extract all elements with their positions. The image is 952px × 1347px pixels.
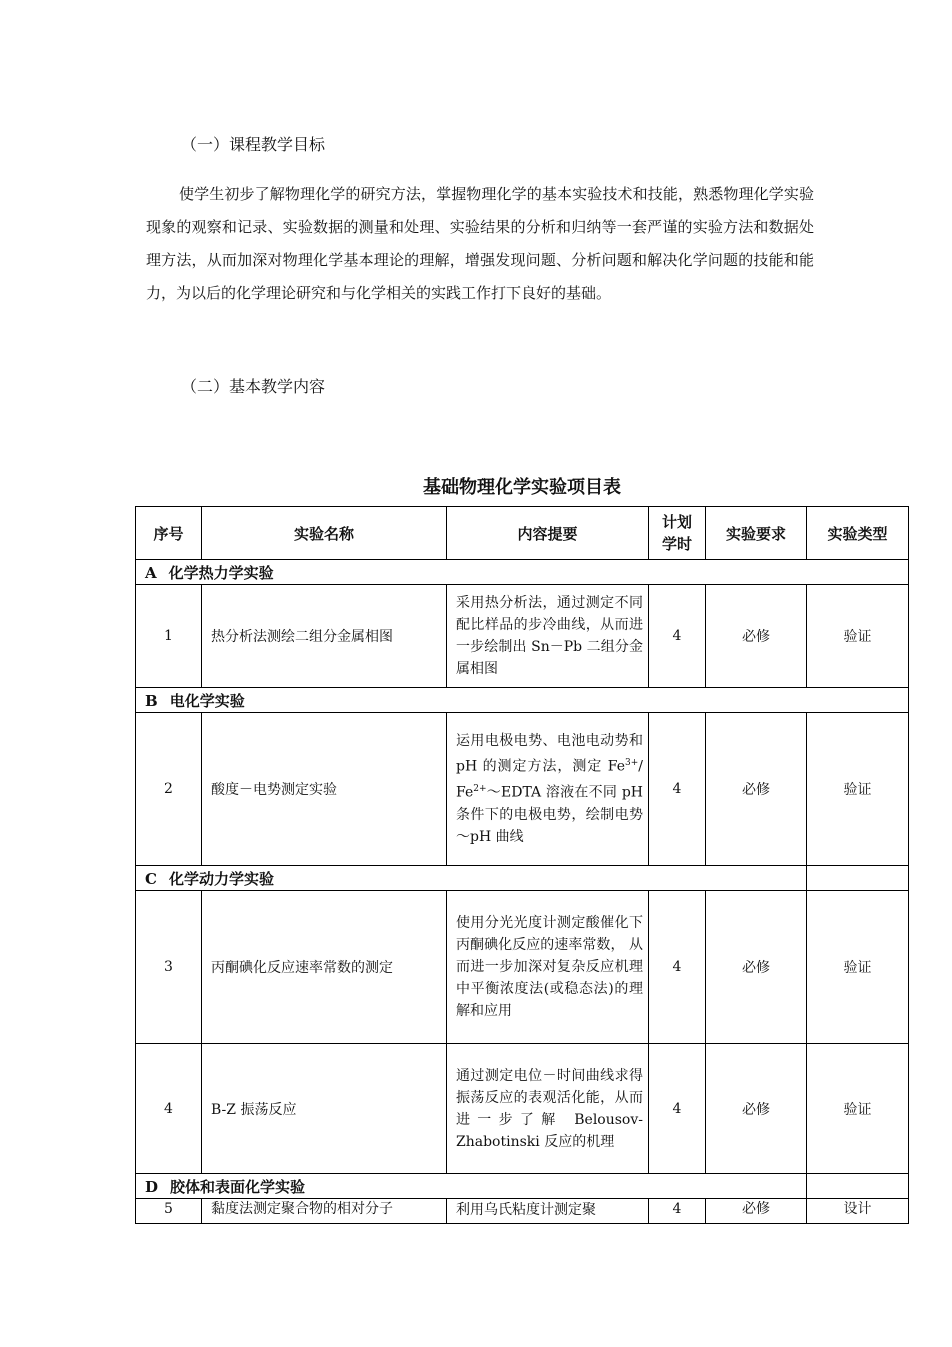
group-letter: B	[145, 691, 158, 710]
cell-summary: 利用乌氏粘度计测定聚	[447, 1199, 649, 1224]
group-cell	[136, 1174, 807, 1199]
cell-requirement: 必修	[706, 585, 807, 688]
cell-type: 验证	[807, 891, 909, 1044]
group-label: 化学动力学实验	[168, 869, 274, 888]
cell-summary	[447, 713, 649, 866]
header-hours-line1: 计划	[661, 513, 692, 531]
header-hours-line2: 学时	[661, 535, 692, 553]
header-type: 实验类型	[807, 507, 909, 560]
group-letter: C	[145, 869, 157, 888]
empty-cell	[807, 1174, 909, 1199]
table-title: 基础物理化学实验项目表	[423, 477, 621, 498]
cell-name: 丙酮碘化反应速率常数的测定	[202, 891, 447, 1044]
cell-requirement: 必修	[706, 891, 807, 1044]
cell-name: 热分析法测绘二组分金属相图	[202, 585, 447, 688]
header-summary: 内容提要	[447, 507, 649, 560]
cell-no: 4	[136, 1044, 202, 1174]
group-cell	[136, 866, 807, 891]
header-no: 序号	[136, 507, 202, 560]
cell-name: B-Z 振荡反应	[202, 1044, 447, 1174]
cell-hours: 4	[649, 1199, 706, 1224]
section-heading-objectives: （一）课程教学目标	[181, 135, 326, 154]
cell-summary: 通过测定电位－时间曲线求得振荡反应的表观活化能，从而进一步了解 Belousov-Zhabotinski 反应的机理	[447, 1044, 649, 1174]
cell-no: 2	[136, 713, 202, 866]
cell-type: 验证	[807, 585, 909, 688]
group-label: 电化学实验	[169, 691, 245, 710]
cell-summary: 使用分光光度计测定酸催化下丙酮碘化反应的速率常数， 从而进一步加深对复杂反应机理中平衡浓度法(或稳态法)的理解和应用	[447, 891, 649, 1044]
group-label: 胶体和表面化学实验	[170, 1177, 306, 1196]
header-hours	[649, 507, 706, 560]
empty-cell	[807, 866, 909, 891]
cell-name: 黏度法测定聚合物的相对分子	[202, 1199, 447, 1224]
cell-requirement: 必修	[706, 1044, 807, 1174]
group-letter: D	[145, 1177, 159, 1196]
cell-type: 验证	[807, 713, 909, 866]
header-requirement: 实验要求	[706, 507, 807, 560]
cell-requirement: 必修	[706, 713, 807, 866]
experiment-table	[135, 506, 909, 1224]
summary-part: ～EDTA 溶液在不同 pH 条件下的电极电势，绘制电势～pH 曲线	[456, 784, 643, 845]
table-row	[136, 891, 909, 1044]
superscript: 3+	[625, 758, 639, 769]
summary-part: 运用电极电势、电池电动势和 pH 的测定方法，测定 Fe	[456, 733, 643, 775]
cell-no: 3	[136, 891, 202, 1044]
objectives-paragraph: 使学生初步了解物理化学的研究方法，掌握物理化学的基本实验技术和技能，熟悉物理化学实验现象的观察和记录、实验数据的测量和处理、实验结果的分析和归纳等一套严谨的实验方法和数据处理方法，从而加深对物理化学基本理论的理解，增强发现问题、分析问题和解决化学问题的技能和能力，为以后的化学理论研究和与化学相关的实践工作打下良好的基础。	[146, 185, 814, 302]
table-row	[136, 1044, 909, 1174]
group-row-b	[136, 688, 909, 713]
section-heading-content: （二）基本教学内容	[181, 377, 326, 396]
cell-hours: 4	[649, 585, 706, 688]
cell-type: 设计	[807, 1199, 909, 1224]
table-row	[136, 1199, 909, 1224]
group-letter: A	[145, 563, 157, 582]
table-row	[136, 585, 909, 688]
table-row	[136, 713, 909, 866]
cell-hours: 4	[649, 713, 706, 866]
group-label: 化学热力学实验	[168, 563, 274, 582]
group-cell	[136, 688, 909, 713]
superscript: 2+	[473, 784, 487, 794]
cell-summary: 采用热分析法，通过测定不同配比样品的步冷曲线，从而进一步绘制出 Sn－Pb 二组分金属相图	[447, 585, 649, 688]
group-row-c	[136, 866, 909, 891]
table-header-row	[136, 507, 909, 560]
cell-no: 5	[136, 1199, 202, 1224]
group-row-a	[136, 560, 909, 585]
cell-hours: 4	[649, 1044, 706, 1174]
summary-part: / Fe	[456, 759, 643, 801]
cell-hours: 4	[649, 891, 706, 1044]
cell-type: 验证	[807, 1044, 909, 1174]
cell-requirement: 必修	[706, 1199, 807, 1224]
group-cell	[136, 560, 909, 585]
group-row-d	[136, 1174, 909, 1199]
header-name: 实验名称	[202, 507, 447, 560]
cell-no: 1	[136, 585, 202, 688]
cell-name: 酸度－电势测定实验	[202, 713, 447, 866]
